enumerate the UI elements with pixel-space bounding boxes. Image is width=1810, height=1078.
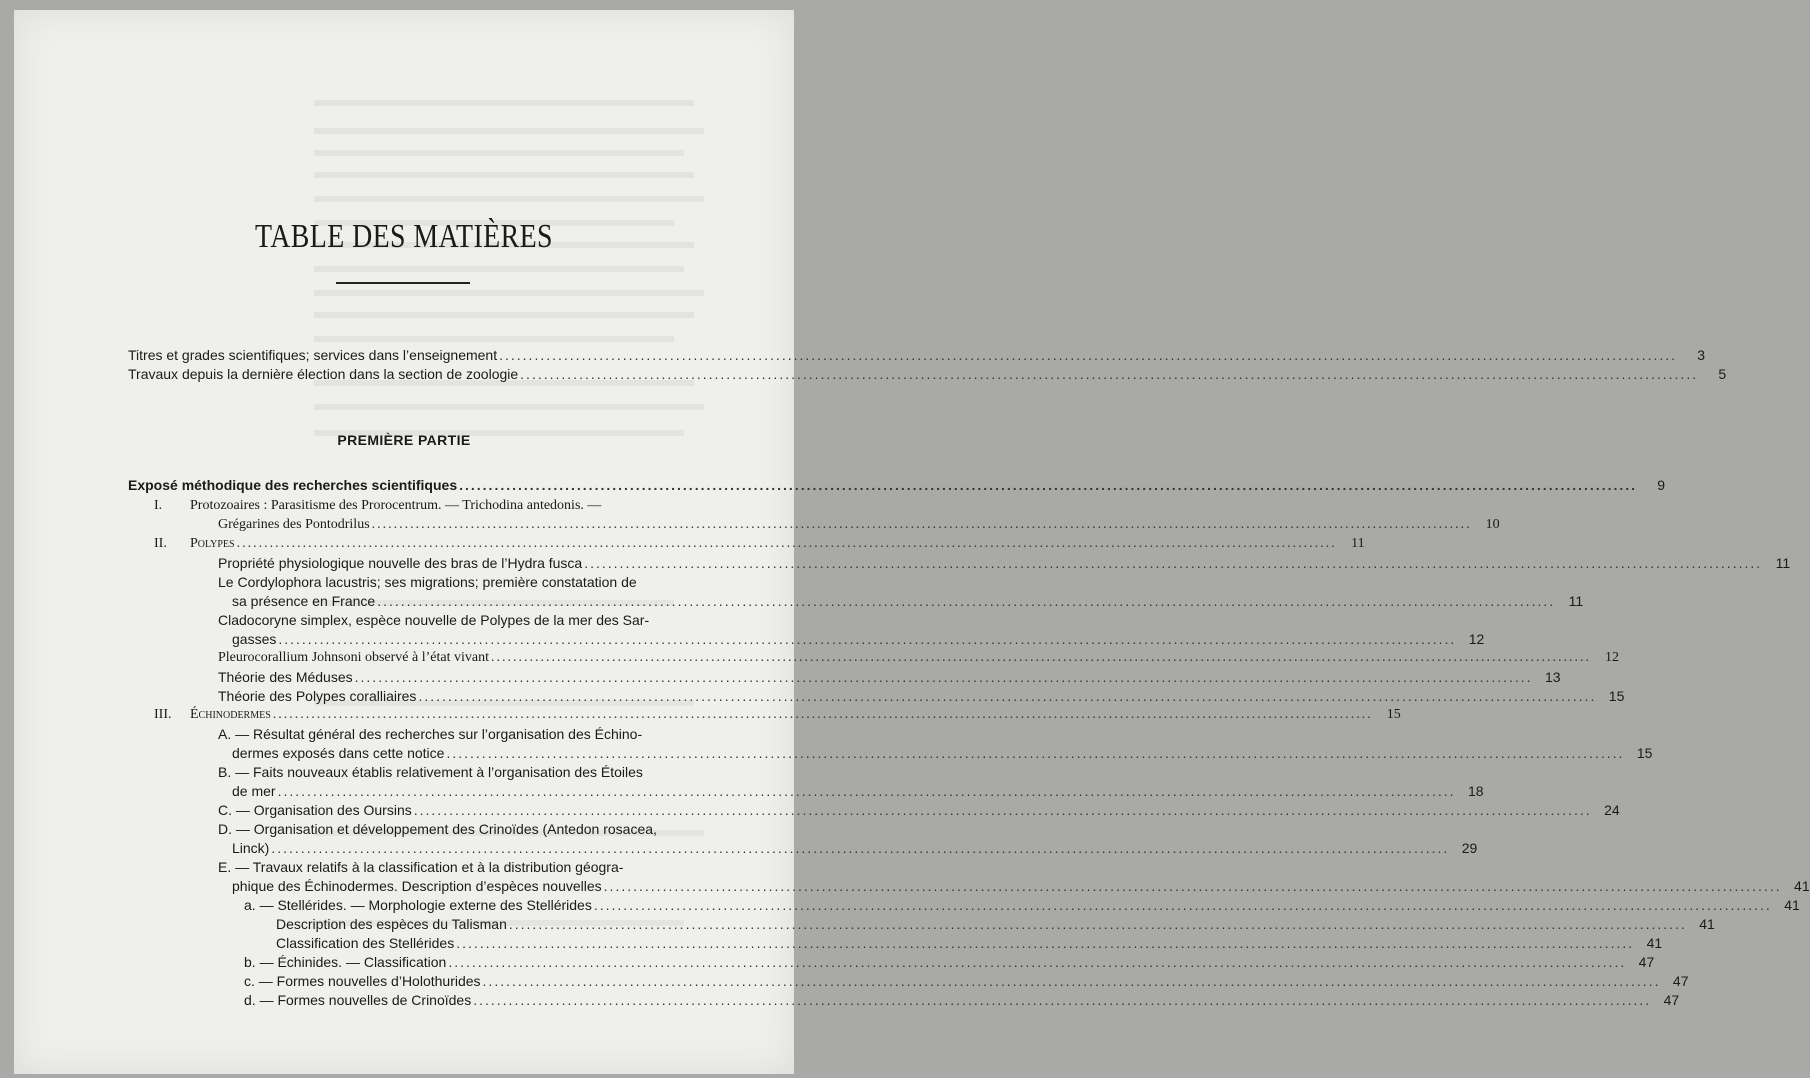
leader-dots	[473, 991, 1651, 1009]
leader-dots	[456, 934, 1634, 952]
toc-entry-label: Théorie des Polypes coralliaires	[218, 688, 417, 704]
leader-dots	[499, 346, 1677, 364]
toc-entry-label: c. — Formes nouvelles d’Holothurides	[244, 973, 481, 989]
toc-page-number: 12	[1468, 631, 1485, 647]
toc-page-number: 15	[1608, 688, 1625, 704]
leader-dots	[372, 516, 1472, 534]
toc-entry-label: Titres et grades scientifiques; services dans l’enseignement	[128, 347, 498, 363]
toc-entry-label: Grégarines des Pontodrilus	[218, 517, 370, 532]
toc-entry-D[interactable]	[232, 839, 1478, 857]
toc-entry-pleurocorallium[interactable]	[218, 649, 1619, 667]
leader-dots	[355, 668, 1533, 686]
toc-entry-label: Classification des Stellérides	[276, 935, 455, 951]
section-number: II.	[154, 536, 167, 551]
toc-entry-label: Polypes	[190, 536, 235, 551]
toc-entry-label: Linck)	[232, 840, 270, 856]
toc-entry-talisman[interactable]	[276, 915, 1715, 933]
toc-entry-label: b. — Échinides. — Classification	[244, 954, 447, 970]
toc-page-number: 18	[1467, 783, 1484, 799]
toc-entry-E-line1[interactable]: E. — Travaux relatifs à la classification et à la distribution géogra-	[218, 859, 624, 875]
toc-entry-label: Pleurocorallium Johnsoni observé à l’état vivant	[218, 650, 489, 665]
toc-entry-label: gasses	[232, 631, 277, 647]
toc-entry-cordylophora[interactable]	[232, 592, 1584, 610]
toc-page-number: 41	[1784, 897, 1800, 913]
leader-dots	[446, 744, 1624, 762]
toc-entry-label: Description des espèces du Talisman	[276, 916, 507, 932]
leader-dots	[520, 365, 1698, 383]
leader-dots	[594, 896, 1772, 914]
toc-entry-classification-stellerides[interactable]	[276, 934, 1663, 952]
toc-page-number: 9	[1657, 477, 1666, 493]
toc-entry-cordylophora-line1[interactable]: Le Cordylophora lacustris; ses migrations; première constatation de	[218, 574, 637, 590]
toc-entry-b-echinides[interactable]	[244, 953, 1655, 971]
toc-page-number: 41	[1794, 878, 1810, 894]
leader-dots	[584, 554, 1762, 572]
toc-entry-A-line1[interactable]: A. — Résultat général des recherches sur l’organisation des Échino-	[218, 726, 643, 742]
toc-entry-label: a. — Stellérides. — Morphologie externe des Stellérides	[244, 897, 592, 913]
leader-dots	[448, 953, 1626, 971]
toc-entry-label: d. — Formes nouvelles de Crinoïdes	[244, 992, 472, 1008]
toc-page-number: 12	[1605, 650, 1619, 665]
section-number: I.	[154, 498, 163, 513]
toc-entry-label: dermes exposés dans cette notice	[232, 745, 445, 761]
toc-entry-protozoaires[interactable]	[218, 516, 1500, 534]
toc-entry-cladocoryne-line1[interactable]: Cladocoryne simplex, espèce nouvelle de Polypes de la mer des Sar-	[218, 612, 650, 628]
toc-entry-D-line1[interactable]: D. — Organisation et développement des Crinoïdes (Antedon rosacea,	[218, 821, 657, 837]
toc-page-number: 10	[1485, 517, 1500, 532]
title-rule	[336, 282, 470, 284]
toc-entry-label: de mer	[232, 783, 276, 799]
toc-entry-label: Travaux depuis la dernière élection dans la section de zoologie	[128, 366, 519, 382]
leader-dots	[273, 706, 1373, 724]
toc-entry-c-holothurides[interactable]	[244, 972, 1689, 990]
toc-entry-B[interactable]	[232, 782, 1484, 800]
toc-entry-coralliaires[interactable]	[218, 687, 1625, 705]
toc-page-number: 47	[1663, 992, 1680, 1008]
toc-entry-label: Théorie des Méduses	[218, 669, 353, 685]
toc-page-number: 29	[1461, 840, 1478, 856]
leader-dots	[278, 630, 1456, 648]
toc-entry-protozoaires-line1[interactable]: Protozoaires : Parasitisme des Prorocentrum. — Trichodina antedonis. —	[190, 498, 602, 513]
leader-dots	[483, 972, 1661, 990]
toc-page-number: 11	[1775, 555, 1791, 571]
leader-dots	[459, 476, 1637, 494]
toc-entry-B-line1[interactable]: B. — Faits nouveaux établis relativement à l’organisation des Étoiles	[218, 764, 643, 780]
toc-entry-label: C. — Organisation des Oursins	[218, 802, 412, 818]
leader-dots	[278, 782, 1456, 800]
toc-entry-expose[interactable]	[128, 476, 1666, 494]
toc-entry-hydra[interactable]	[218, 554, 1791, 572]
toc-entry-echinodermes[interactable]	[190, 706, 1401, 724]
toc-entry-titres[interactable]	[128, 346, 1706, 364]
toc-page-number: 41	[1646, 935, 1663, 951]
leader-dots	[604, 877, 1782, 895]
leader-dots	[414, 801, 1592, 819]
toc-entry-A[interactable]	[232, 744, 1653, 762]
leader-dots	[377, 592, 1555, 610]
document-page	[14, 10, 1810, 1074]
toc-page-number: 47	[1672, 973, 1689, 989]
toc-entry-E[interactable]	[232, 877, 1810, 895]
leader-dots	[237, 535, 1337, 553]
toc-page-number: 15	[1636, 745, 1653, 761]
toc-page-number: 47	[1638, 954, 1655, 970]
toc-entry-label: Exposé méthodique des recherches scientifiques	[128, 477, 458, 493]
leader-dots	[271, 839, 1449, 857]
toc-entry-d-crinoides[interactable]	[244, 991, 1680, 1009]
toc-page-number: 15	[1386, 707, 1401, 722]
section-number: III.	[154, 707, 172, 722]
toc-entry-meduses[interactable]	[218, 668, 1561, 686]
page-title: TABLE DES MATIÈRES	[255, 218, 553, 255]
toc-page-number: 11	[1568, 593, 1584, 609]
toc-page-number: 11	[1351, 536, 1365, 551]
toc-entry-label: phique des Échinodermes. Description d’espèces nouvelles	[232, 878, 602, 894]
toc-entry-polypes[interactable]	[190, 535, 1365, 553]
leader-dots	[509, 915, 1687, 933]
toc-page-number: 24	[1604, 802, 1620, 818]
leader-dots	[418, 687, 1596, 705]
leader-dots	[491, 649, 1591, 667]
toc-entry-cladocoryne[interactable]	[232, 630, 1485, 648]
toc-page-number: 3	[1697, 347, 1706, 363]
toc-page-number: 41	[1699, 916, 1715, 932]
toc-entry-travaux[interactable]	[128, 365, 1727, 383]
toc-page-number: 13	[1545, 669, 1561, 685]
toc-entry-label: sa présence en France	[232, 593, 376, 609]
toc-entry-C[interactable]	[218, 801, 1620, 819]
toc-page-number: 5	[1718, 366, 1727, 382]
toc-entry-label: Échinodermes	[190, 707, 271, 722]
part-heading: PREMIÈRE PARTIE	[337, 432, 471, 448]
toc-entry-a-stellerides[interactable]	[244, 896, 1800, 914]
toc-entry-label: Propriété physiologique nouvelle des bras de l’Hydra fusca	[218, 555, 583, 571]
